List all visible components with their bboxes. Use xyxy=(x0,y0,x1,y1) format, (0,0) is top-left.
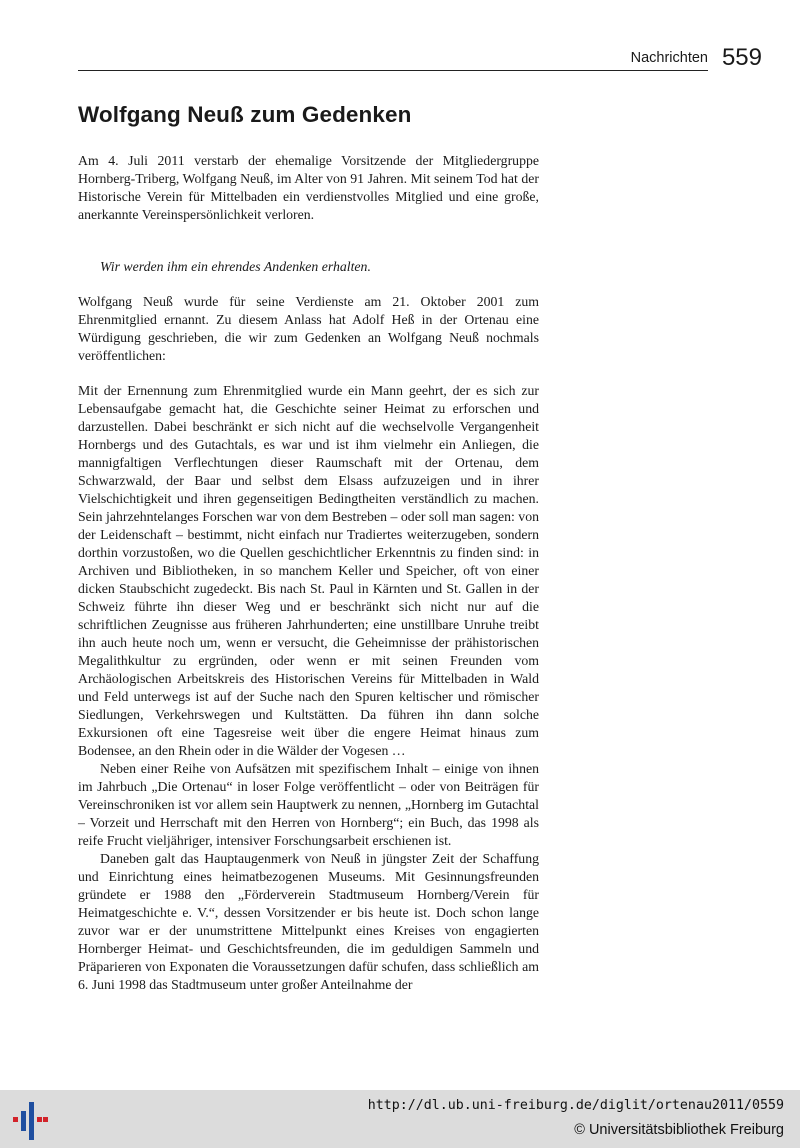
page-number: 559 xyxy=(721,44,762,71)
article-title: Wolfgang Neuß zum Gedenken xyxy=(78,102,412,127)
paragraph-text: Daneben galt das Hauptaugenmerk von Neuß in jüngster Zeit der Schaffung und Einrichtung eines heimatbezogenen Museums. Mit Gesinnungsfreunden gründete er 1988 den „Förderverein Stadtmuseum Hornberg/Verein für Heimatgeschichte e. V.“, dessen Vorsitzender er bis heute ist. Doch schon lange zuvor war er der unumstrittene Mittelpunkt eines Kreises von engagierten Hornberger Heimat- und Geschichtsfreunden, die im geduldigen Sammeln und Präparieren von Exponaten die Voraussetzungen dafür schufen, dass schließlich am 6. Juni 1998 das Stadtmuseum unter großer Anteilnahme der xyxy=(78,851,539,992)
article-paragraph-main xyxy=(78,382,539,994)
paragraph-text: Wolfgang Neuß wurde für seine Verdienste am 21. Oktober 2001 zum Ehrenmitglied ernannt. Zu diesem Anlass hat Adolf Heß in der Ortenau eine Würdigung geschrieben, die wir zum Gedenken an Wolfgang Neuß nochmals veröffentlichen: xyxy=(78,294,539,363)
article-quote xyxy=(78,258,539,276)
article-paragraph-2 xyxy=(78,293,539,365)
source-url-link[interactable]: http://dl.ub.uni-freiburg.de/diglit/ortenau2011/0559 xyxy=(367,1098,784,1113)
article-paragraph-1 xyxy=(78,152,539,224)
digitization-footer xyxy=(0,1090,800,1148)
paragraph-text: Neben einer Reihe von Aufsätzen mit spezifischem Inhalt – einige von ihnen im Jahrbuch „Die Ortenau“ in loser Folge veröffentlicht – oder von Beiträgen für Vereinschroniken ist vor allem sein Hauptwerk zu nennen, „Hornberg im Gutachtal – Vorzeit und Herrschaft mit den Herren von Hornberg“; ein Buch, das 1998 als reife Frucht vieljähriger, intensiver Forschungsarbeit erschienen ist. xyxy=(78,761,539,848)
paragraph-text: Mit der Ernennung zum Ehrenmitglied wurde ein Mann geehrt, der es sich zur Lebensaufgabe gemacht hat, die Geschichte seiner Heimat zu erforschen und darzustellen. Dabei beschränkt er sich nicht auf die wechselvolle Vergangenheit Hornbergs und des Gutachtals, es war und ist ihm vielmehr ein Anliegen, die mannigfaltigen Verflechtungen dieser Raumschaft mit der Ortenau, dem Schwarzwald, der Baar und selbst dem Elsass aufzuzeigen und in ihrer Vielschichtigkeit und ihren gegenseitigen Bedingtheiten verständlich zu machen. Sein jahrzehntelanges Forschen war von dem Bestreben – oder soll man sagen: von der Leidenschaft – bestimmt, nicht einfach nur Tradiertes weiterzugeben, sondern dorthin vorzustoßen, wo die Quellen geschichtlicher Erkenntnis zu finden sind: in Archiven und Bibliotheken, in so manchem Keller und Speicher, oft von einer dicken Staubschicht zugedeckt. Bis nach St. Paul in Kärnten und St. Gallen in der Schweiz führte ihn dieser Weg und er beschränkt sich nicht nur auf die schriftlichen Zeugnisse aus früheren Jahrhunderten; eine unstillbare Unruhe treibt ihn auch heute noch um, wenn er versucht, die Geheimnisse der prähistorischen Megalithkultur zu ergründen, oder wenn er mit seinen Freunden vom Archäologischen Arbeitskreis des Historischen Vereins für Mittelbaden in Wald und Feld unterwegs ist auf der Suche nach den Spuren keltischer und römischer Siedlungen, Verkehrswegen und Kultstätten. Da führen ihn dann solche Exkursionen oft eine Tagesreise weit über die engere Heimat hinaus zum Bodensee, an den Rhein oder in die Wälder der Vogesen … xyxy=(78,383,539,758)
header-rule xyxy=(78,70,708,71)
copyright-text: © Universitätsbibliothek Freiburg xyxy=(574,1122,784,1138)
section-label: Nachrichten xyxy=(630,50,708,66)
quote-text: Wir werden ihm ein ehrendes Andenken erhalten. xyxy=(100,259,371,274)
running-header xyxy=(78,44,762,72)
paragraph-text: Am 4. Juli 2011 verstarb der ehemalige Vorsitzende der Mitgliedergruppe Hornberg-Triberg, Wolfgang Neuß, im Alter von 91 Jahren. Mit seinem Tod hat der Historische Verein für Mittelbaden ein verdienstvolles Mitglied und eine große, anerkannte Vereinspersönlichkeit verloren. xyxy=(78,153,539,222)
ub-freiburg-logo-icon xyxy=(10,1100,50,1140)
